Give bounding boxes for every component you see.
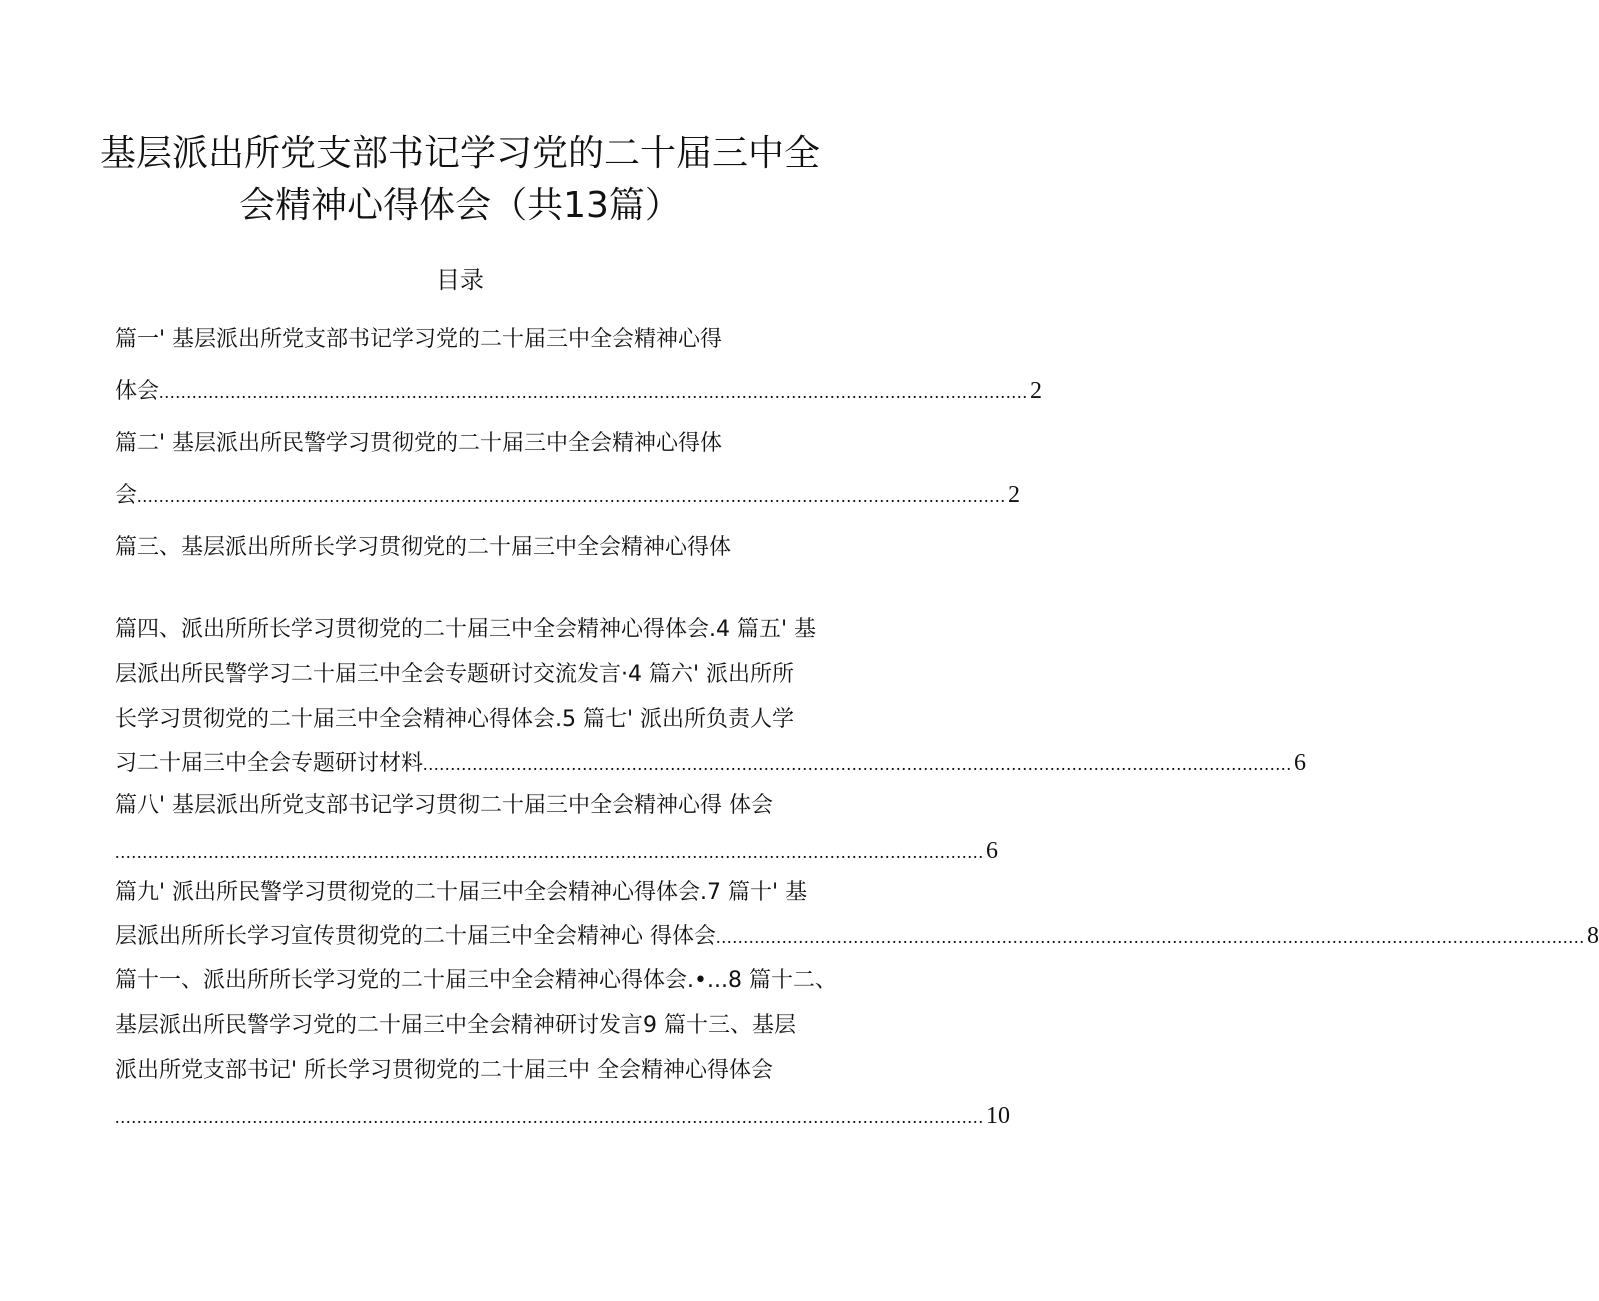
toc-entry-text: 层派出所所长学习宣传贯彻党的二十届三中全会精神心 得体会 — [115, 924, 716, 949]
toc-entry-3[interactable]: 篇三、基层派出所所长学习贯彻党的二十届三中全会精神心得体 — [115, 535, 732, 560]
toc-entry-8[interactable]: 篇八' 基层派出所党支部书记学习贯彻二十届三中全会精神心得 体会 — [115, 793, 774, 818]
toc-entry-1-line-1[interactable]: 篇一' 基层派出所党支部书记学习党的二十届三中全会精神心得 — [115, 327, 723, 352]
toc-page-number: 2 — [1030, 378, 1043, 404]
leader-dots: .............................................................................................................................................................. — [159, 382, 1029, 402]
leader-dots: .............................................................................................................................................................. — [137, 486, 1007, 506]
toc-line-11[interactable] — [115, 833, 998, 870]
toc-line-14[interactable]: 篇十一、派出所所长学习党的二十届三中全会精神心得体会.•...8 篇十二、 — [115, 968, 837, 993]
title-line-2: 会精神心得体会（共13篇） — [239, 185, 681, 226]
toc-entry-2-line-1[interactable]: 篇二' 基层派出所民警学习贯彻党的二十届三中全会精神心得体 — [115, 431, 723, 456]
leader-dots: .............................................................................................................................................................. — [423, 754, 1293, 774]
leader-dots: .............................................................................................................................................................. — [115, 1107, 984, 1127]
toc-line-15[interactable]: 基层派出所民警学习党的二十届三中全会精神研讨发言9 篇十三、基层 — [115, 1013, 796, 1038]
toc-heading: 目录 — [436, 266, 484, 294]
toc-line-12[interactable]: 篇九' 派出所民警学习贯彻党的二十届三中全会精神心得体会.7 篇十' 基 — [115, 880, 808, 905]
leader-dots: .............................................................................................................................................................. — [115, 842, 984, 862]
toc-line-8[interactable]: 长学习贯彻党的二十届三中全会精神心得体会.5 篇七' 派出所负责人学 — [115, 707, 795, 732]
toc-line-17[interactable] — [115, 1098, 1010, 1135]
toc-page-number: 6 — [1294, 750, 1307, 776]
toc-page-number: 2 — [1008, 482, 1021, 508]
title-line-1: 基层派出所党支部书记学习党的二十届三中全 — [99, 133, 820, 174]
toc-page-number: 6 — [986, 838, 998, 864]
toc-entry-2-line-2[interactable] — [115, 477, 1021, 514]
toc-line-7[interactable]: 层派出所民警学习二十届三中全会专题研讨交流发言·4 篇六' 派出所所 — [115, 662, 795, 687]
toc-entry-1-line-2[interactable] — [115, 373, 1043, 410]
leader-dots: .............................................................................................................................................................. — [716, 927, 1585, 947]
toc-line-16[interactable]: 派出所党支部书记' 所长学习贯彻党的二十届三中 全会精神心得体会 — [115, 1058, 774, 1083]
document-title — [60, 128, 860, 232]
toc-line-13[interactable] — [115, 918, 1599, 955]
toc-page-number: 10 — [986, 1103, 1010, 1129]
toc-entry-text: 习二十届三中全会专题研讨材料 — [115, 751, 424, 776]
toc-entry-text: 会 — [115, 483, 138, 508]
toc-line-6[interactable]: 篇四、派出所所长学习贯彻党的二十届三中全会精神心得体会.4 篇五' 基 — [115, 617, 817, 642]
toc-entry-text: 体会 — [115, 379, 160, 404]
toc-line-9[interactable] — [115, 745, 1307, 782]
toc-page-number: 8 — [1587, 923, 1599, 949]
